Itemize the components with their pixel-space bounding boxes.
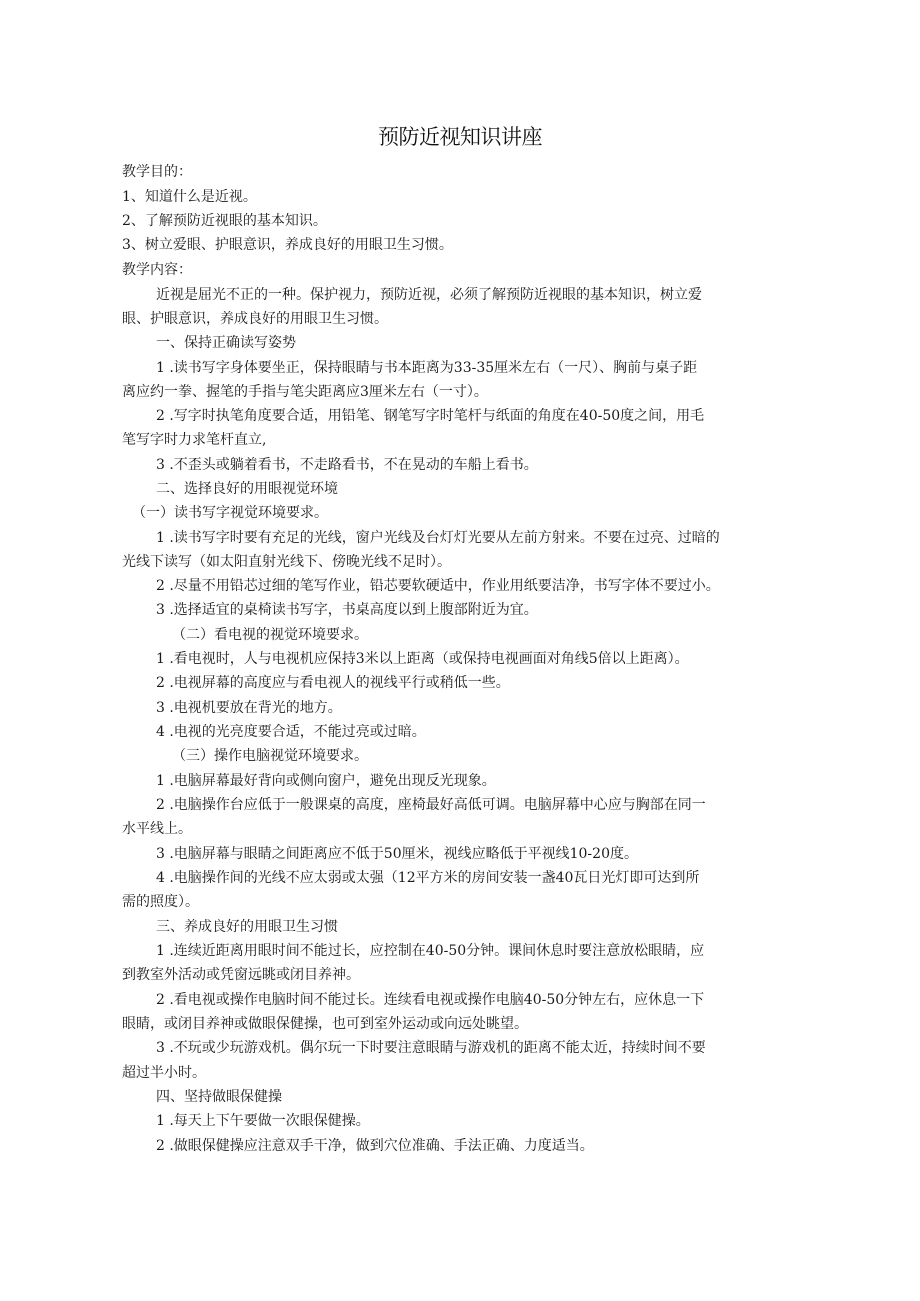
paragraph-line: 超过半小时。 (122, 1065, 206, 1081)
list-item: 1 .每天上下午要做一次眼保健操。 (156, 1113, 370, 1129)
paragraph-line: 到教室外活动或凭窗远眺或闭目养神。 (122, 967, 360, 983)
page-title: 预防近视知识讲座 (378, 125, 542, 149)
intro-line: 近视是屈光不正的一种。保护视力，预防近视，必须了解预防近视眼的基本知识，树立爱 (156, 287, 702, 303)
goal-item: 1、知道什么是近视。 (122, 189, 257, 205)
paragraph-line: 水平线上。 (122, 821, 192, 837)
goal-item: 2、了解预防近视眼的基本知识。 (122, 213, 327, 229)
paragraph-line: 1 .连续近距离用眼时间不能过长，应控制在40-50分钟。课间休息时要注意放松眼睛，应 (156, 943, 705, 959)
paragraph-line: 2 .尽量不用铅芯过细的笔写作业，铅芯要软硬适中，作业用纸要洁净，书写字体不要过小。 (156, 578, 720, 594)
list-item: 1 .看电视时，人与电视机应保持3米以上距离（或保持电视画面对角线5倍以上距离）。 (156, 651, 689, 667)
paragraph-line: 2 .看电视或操作电脑时间不能过长。连续看电视或操作电脑40-50分钟左右，应休息一下 (156, 992, 705, 1008)
subsection-heading: （一）读书写字视觉环境要求。 (132, 505, 328, 521)
section-1-heading: 一、保持正确读写姿势 (156, 335, 296, 351)
paragraph-line: 需的照度）。 (122, 894, 199, 910)
paragraph-line: 光线下读写（如太阳直射光线下、傍晚光线不足时）。 (122, 554, 451, 570)
section-3-heading: 三、养成良好的用眼卫生习惯 (156, 919, 338, 935)
list-item: 1 .电脑屏幕最好背向或侧向窗户，避免出现反光现象。 (156, 773, 496, 789)
paragraph-line: 4 .电脑操作间的光线不应太弱或太强（12平方米的房间安装一盏40瓦日光灯即可达到所 (156, 870, 700, 886)
paragraph-line: 笔写字时力求笔杆直立, (122, 432, 267, 448)
list-item: 2 .电视屏幕的高度应与看电视人的视线平行或稍低一些。 (156, 675, 510, 691)
paragraph-line: 3 .不玩或少玩游戏机。偶尔玩一下时要注意眼睛与游戏机的距离不能太近，持续时间不要 (156, 1040, 706, 1056)
goal-item: 3、树立爱眼、护眼意识，养成良好的用眼卫生习惯。 (122, 237, 453, 253)
paragraph-line: 3 .选择适宜的桌椅读书写字，书桌高度以到上腹部附近为宜。 (156, 602, 538, 618)
list-item: 3 .电视机要放在背光的地方。 (156, 700, 342, 716)
list-item: 2 .做眼保健操应注意双手干净，做到穴位准确、手法正确、力度适当。 (156, 1138, 594, 1154)
paragraph-line: 3 .不歪头或躺着看书，不走路看书，不在晃动的车船上看书。 (156, 457, 538, 473)
paragraph-line: 离应约一拳、握笔的手指与笔尖距离应3厘米左右（一寸）。 (122, 384, 488, 400)
paragraph-line: 眼睛，或闭目养神或做眼保健操，也可到室外运动或向远处眺望。 (122, 1016, 528, 1032)
paragraph-line: 1 .读书写字时要有充足的光线，窗户光线及台灯灯光要从左前方射来。不要在过亮、过暗的 (156, 530, 720, 546)
subsection-heading: （三）操作电脑视觉环境要求。 (172, 748, 368, 764)
content-heading: 教学内容： (122, 262, 192, 278)
list-item: 3 .电脑屏幕与眼睛之间距离应不低于50厘米，视线应略低于平视线10-20度。 (156, 846, 638, 862)
goals-heading: 教学目的： (122, 164, 192, 180)
subsection-heading: （二）看电视的视觉环境要求。 (172, 627, 368, 643)
section-2-heading: 二、选择良好的用眼视觉环境 (156, 481, 338, 497)
section-4-heading: 四、坚持做眼保健操 (156, 1089, 282, 1105)
paragraph-line: 1 .读书写字身体要坐正，保持眼睛与书本距离为33-35厘米左右（一尺）、胸前与桌子距 (156, 360, 698, 376)
intro-line: 眼、护眼意识，养成良好的用眼卫生习惯。 (122, 311, 388, 327)
list-item: 4 .电视的光亮度要合适，不能过亮或过暗。 (156, 724, 426, 740)
paragraph-line: 2 .写字时执笔角度要合适，用铅笔、钢笔写字时笔杆与纸面的角度在40-50度之间，用毛 (156, 408, 705, 424)
paragraph-line: 2 .电脑操作台应低于一般课桌的高度，座椅最好高低可调。电脑屏幕中心应与胸部在同一 (156, 797, 706, 813)
